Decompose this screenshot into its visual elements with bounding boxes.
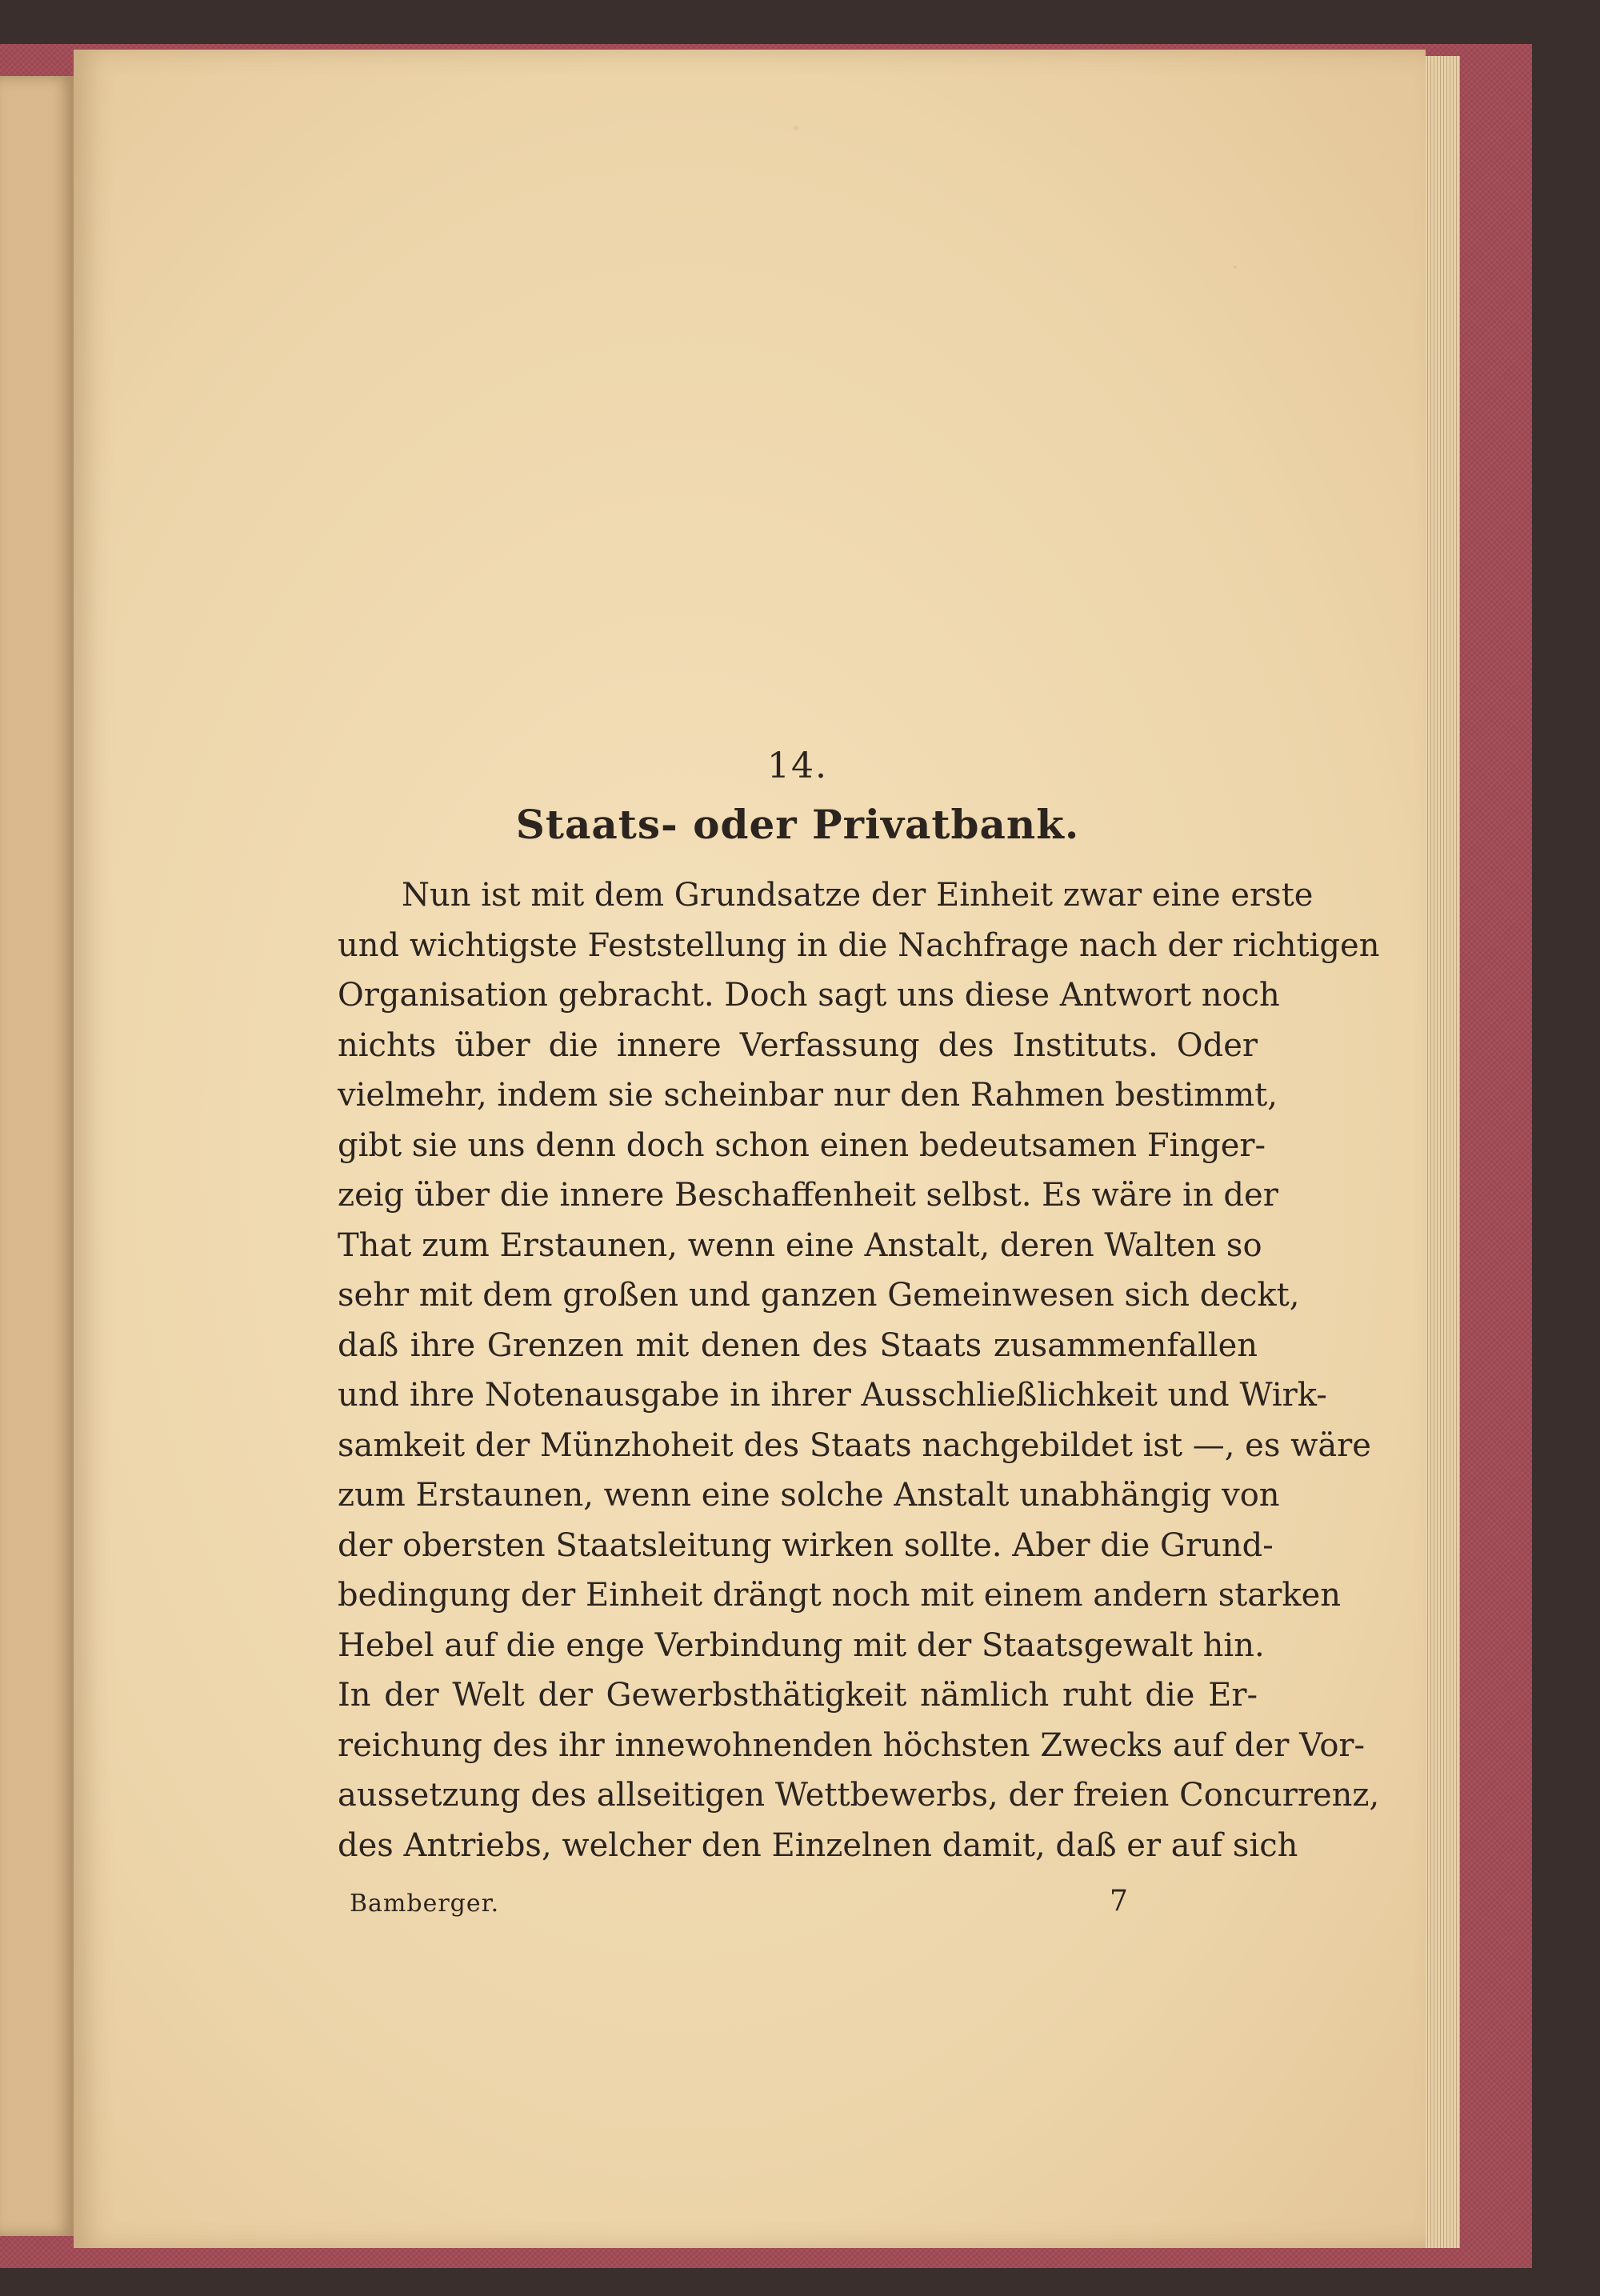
body-text bbox=[338, 870, 1380, 1870]
text-line: daß ihre Grenzen mit denen des Staats zusammenfallen bbox=[338, 1326, 1258, 1364]
page-footer bbox=[350, 1885, 1150, 1930]
text-line: That zum Erstaunen, wenn eine Anstalt, deren Walten so bbox=[338, 1226, 1262, 1264]
text-line: und wichtigste Feststellung in die Nachfrage nach der richtigen bbox=[338, 926, 1380, 964]
page-content bbox=[338, 746, 1380, 1870]
text-line: zeig über die innere Beschaffenheit selbst. Es wäre in der bbox=[338, 1177, 1278, 1214]
text-line: und ihre Notenausgabe in ihrer Ausschließlichkeit und Wirk- bbox=[338, 1377, 1327, 1414]
chapter-number: 14. bbox=[767, 746, 828, 786]
text-line: bedingung der Einheit drängt noch mit einem andern starken bbox=[338, 1577, 1342, 1614]
foxing-spot bbox=[1234, 266, 1237, 269]
text-line: Nun ist mit dem Grundsatze der Einheit zwar eine erste bbox=[402, 877, 1314, 914]
text-line: reichung des ihr innewohnenden höchsten Zwecks auf der Vor- bbox=[338, 1726, 1366, 1764]
text-line: Organisation gebracht. Doch sagt uns diese Antwort noch bbox=[338, 977, 1280, 1014]
book-page bbox=[74, 50, 1426, 2248]
text-line: sehr mit dem großen und ganzen Gemeinwesen sich deckt, bbox=[338, 1277, 1300, 1314]
foxing-spot bbox=[794, 126, 798, 130]
text-line: der obersten Staatsleitung wirken sollte. Aber die Grund- bbox=[338, 1526, 1274, 1564]
text-line: vielmehr, indem sie scheinbar nur den Rahmen bestimmt, bbox=[338, 1077, 1278, 1114]
chapter-title: Staats- oder Privatbank. bbox=[515, 801, 1080, 848]
left-page-edge bbox=[0, 76, 76, 2236]
text-line: zum Erstaunen, wenn eine solche Anstalt unabhängig von bbox=[338, 1477, 1280, 1514]
text-line: aussetzung des allseitigen Wettbewerbs, der freien Concurrenz, bbox=[338, 1777, 1380, 1814]
text-line: In der Welt der Gewerbsthätigkeit nämlich ruht die Er- bbox=[338, 1677, 1258, 1714]
text-line: Hebel auf die enge Verbindung mit der Staatsgewalt hin. bbox=[338, 1626, 1265, 1664]
text-line: gibt sie uns denn doch schon einen bedeutsamen Finger- bbox=[338, 1126, 1266, 1164]
text-line: nichts über die innere Verfassung des Instituts. Oder bbox=[338, 1026, 1258, 1064]
text-line: des Antriebs, welcher den Einzelnen damit, daß er auf sich bbox=[338, 1826, 1298, 1864]
sheet-number: 7 bbox=[1110, 1885, 1128, 1918]
text-line: samkeit der Münzhoheit des Staats nachgebildet ist —, es wäre bbox=[338, 1426, 1371, 1464]
printer-signature: Bamberger. bbox=[350, 1890, 500, 1918]
